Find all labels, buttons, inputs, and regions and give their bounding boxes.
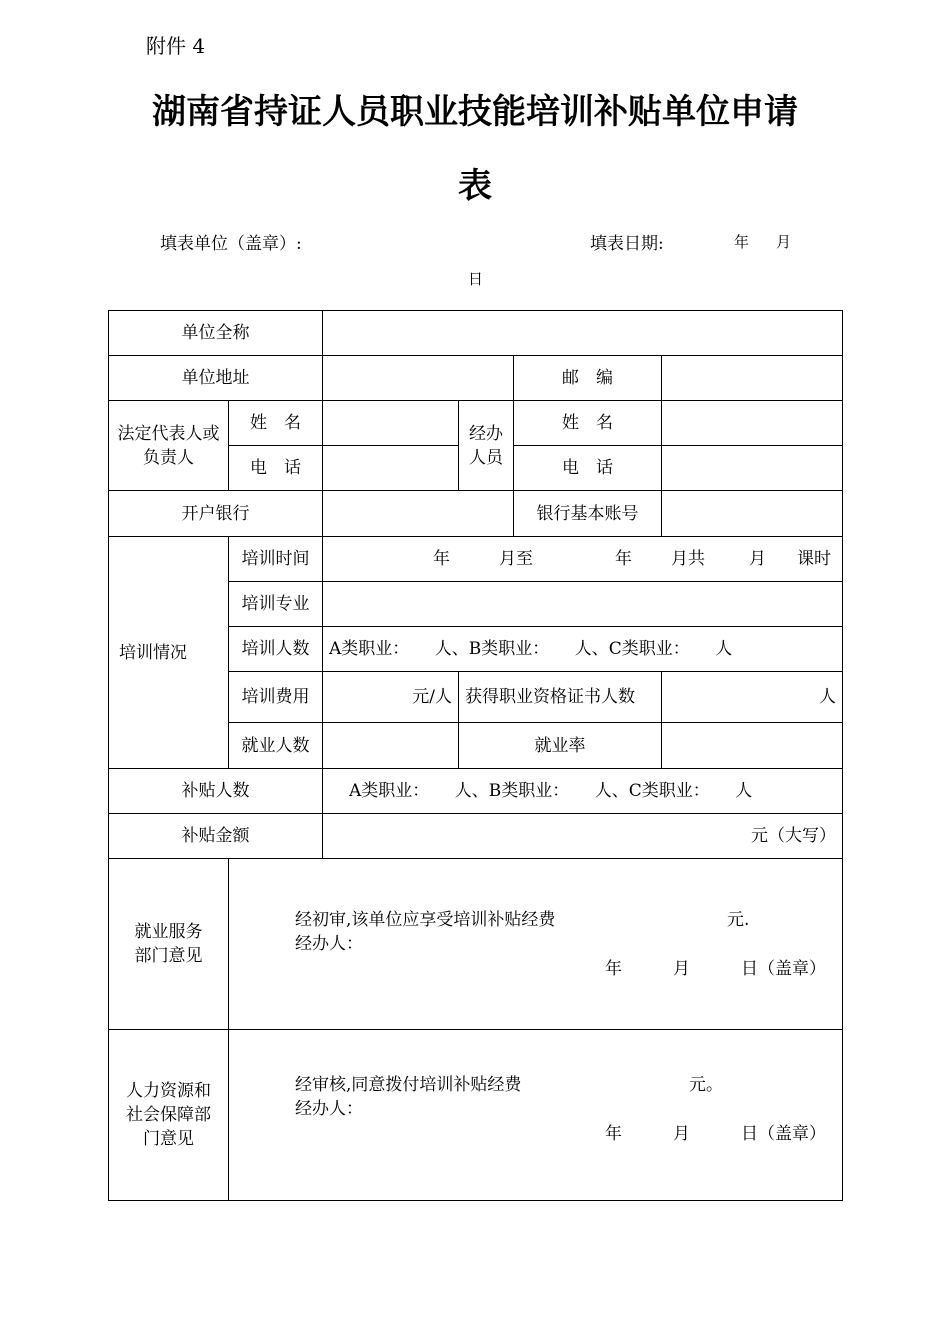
hr-dept-amount-unit: 元。	[689, 1075, 723, 1095]
subsidy-count-field[interactable]: A类职业： 人、B类职业： 人、C类职业： 人	[323, 769, 843, 814]
training-info-label: 培训情况	[109, 537, 229, 769]
bank-field[interactable]	[323, 491, 514, 537]
emp-dept-label: 就业服务部门意见	[109, 859, 229, 1030]
hr-dept-opinion[interactable]	[229, 1030, 843, 1201]
fill-date-year: 年	[734, 233, 750, 251]
emp-dept-amount-unit: 元.	[727, 910, 750, 930]
employed-count-field[interactable]	[323, 723, 459, 769]
emp-dept-date: 年 月 日（盖章）	[605, 959, 826, 979]
tt-month2: 月共	[671, 549, 705, 569]
handler-name-field[interactable]	[662, 401, 843, 446]
bank-account-field[interactable]	[662, 491, 843, 537]
form-title: 湖南省持证人员职业技能培训补贴单位申请	[152, 92, 798, 132]
cert-count-field[interactable]: 人	[662, 672, 843, 723]
unit-address-label: 单位地址	[109, 356, 323, 401]
hr-dept-handler: 经办人：	[295, 1099, 363, 1119]
tt-year1: 年	[433, 549, 450, 569]
employed-count-label: 就业人数	[229, 723, 323, 769]
handler-label: 经办人员	[459, 401, 514, 491]
application-form	[108, 310, 843, 1201]
training-count-label: 培训人数	[229, 627, 323, 672]
fill-date-label: 填表日期:	[590, 234, 664, 254]
postcode-field[interactable]	[662, 356, 843, 401]
training-time-field[interactable]	[323, 537, 843, 582]
training-count-field[interactable]: A类职业： 人、B类职业： 人、C类职业： 人	[323, 627, 843, 672]
bank-label: 开户银行	[109, 491, 323, 537]
employment-rate-label: 就业率	[459, 723, 662, 769]
legal-rep-name-field[interactable]	[323, 401, 459, 446]
fill-date-day: 日	[468, 270, 484, 288]
training-major-label: 培训专业	[229, 582, 323, 627]
legal-rep-name-label: 姓 名	[229, 401, 323, 446]
fill-unit-label: 填表单位（盖章）:	[160, 234, 302, 254]
handler-phone-field[interactable]	[662, 446, 843, 491]
cert-count-label: 获得职业资格证书人数	[459, 672, 662, 723]
tt-hours: 课时	[797, 549, 831, 569]
handler-phone-label: 电 话	[514, 446, 662, 491]
hr-dept-label: 人力资源和社会保障部门意见	[109, 1030, 229, 1201]
unit-name-field[interactable]	[323, 311, 843, 356]
postcode-label: 邮 编	[514, 356, 662, 401]
unit-name-label: 单位全称	[109, 311, 323, 356]
emp-dept-handler: 经办人：	[295, 934, 363, 954]
employment-rate-field[interactable]	[662, 723, 843, 769]
fill-date-month: 月	[776, 233, 792, 251]
subsidy-amount-field[interactable]: 元（大写）	[323, 814, 843, 859]
hr-dept-date: 年 月 日（盖章）	[605, 1124, 826, 1144]
training-major-field[interactable]	[323, 582, 843, 627]
form-title-line2: 表	[458, 166, 492, 206]
legal-rep-label: 法定代表人或负责人	[109, 401, 229, 491]
training-time-label: 培训时间	[229, 537, 323, 582]
tt-year2: 年	[615, 549, 632, 569]
emp-dept-text: 经初审,该单位应享受培训补贴经费	[295, 910, 556, 930]
tt-month3: 月	[749, 549, 766, 569]
training-fee-label: 培训费用	[229, 672, 323, 723]
bank-account-label: 银行基本账号	[514, 491, 662, 537]
emp-dept-opinion[interactable]	[229, 859, 843, 1030]
attachment-label: 附件 4	[146, 34, 206, 58]
tt-month1: 月至	[499, 549, 533, 569]
unit-address-field[interactable]	[323, 356, 514, 401]
training-fee-field[interactable]: 元/人	[323, 672, 459, 723]
legal-rep-phone-field[interactable]	[323, 446, 459, 491]
subsidy-amount-label: 补贴金额	[109, 814, 323, 859]
handler-name-label: 姓 名	[514, 401, 662, 446]
hr-dept-text: 经审核,同意拨付培训补贴经费	[295, 1075, 522, 1095]
legal-rep-phone-label: 电 话	[229, 446, 323, 491]
subsidy-count-label: 补贴人数	[109, 769, 323, 814]
